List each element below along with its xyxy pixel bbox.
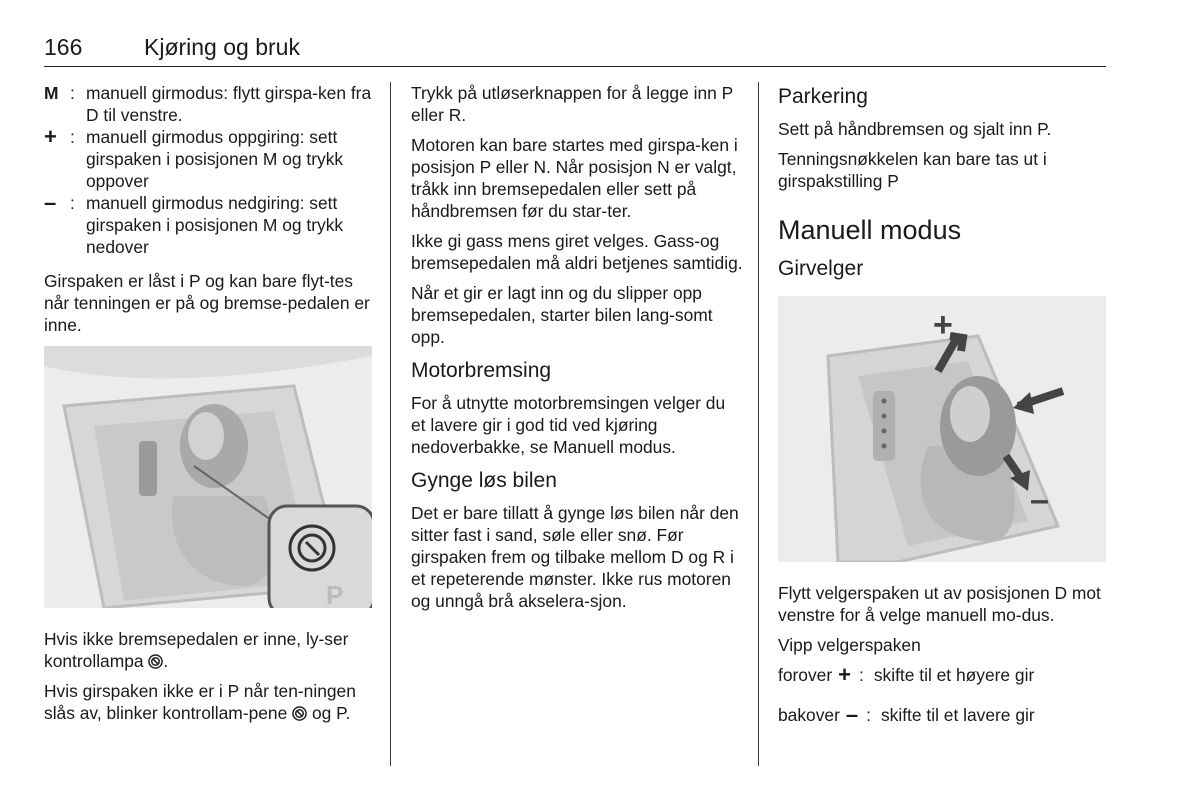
gear-def-key: – — [44, 190, 57, 215]
para-engine-braking: For å utnytte motorbremsingen velger du et lavere gir i god tid ved kjøring nedoverbakke, se Manuell modus. — [411, 393, 726, 457]
gear-down-text: skifte til et lavere gir — [880, 705, 1035, 725]
para-brake-lamp-text: Hvis ikke bremsepedalen er inne, ly-ser kontrollampa — [44, 629, 349, 671]
para-move-lever: Flytt velgerspaken ut av posisjonen D mot venstre for å velge manuell mo-dus. — [778, 583, 1101, 625]
plus-icon: + — [838, 662, 851, 687]
para-blink — [44, 680, 374, 724]
para-brake-lamp-end: . — [163, 651, 169, 671]
gear-def-text: manuell girmodus nedgiring: sett girspaken i posisjonen M og trykk nedover — [86, 193, 344, 257]
para-ignition-key: Tenningsnøkkelen kan bare tas ut i girspakstilling P — [778, 149, 1047, 191]
column-divider-1 — [390, 82, 391, 766]
gear-def-m — [44, 82, 374, 126]
figure-minus-sign: – — [1030, 481, 1049, 519]
heading-manuell-modus: Manuell modus — [778, 215, 962, 245]
gear-definitions — [44, 82, 374, 258]
para-release-button: Trykk på utløserknappen for å legge inn P eller R. — [411, 83, 733, 125]
column-divider-2 — [758, 82, 759, 766]
para-brake-lamp — [44, 628, 374, 672]
gear-down-row — [778, 704, 1110, 726]
brake-warning-icon — [292, 706, 307, 721]
gear-up-row — [778, 664, 1110, 686]
gear-lever-illustration — [44, 346, 372, 608]
gear-up-word: forover — [778, 665, 833, 685]
para-gear-engaged: Når et gir er lagt inn og du slipper opp bremsepedalen, starter bilen lang-somt opp. — [411, 283, 713, 347]
figure-badge-letter: P — [326, 580, 344, 608]
gear-def-minus — [44, 192, 374, 258]
figure-plus-sign: + — [933, 306, 953, 344]
para-handbrake: Sett på håndbremsen og sjalt inn P. — [778, 119, 1052, 139]
brake-warning-icon — [148, 654, 163, 669]
gear-def-key: + — [44, 124, 57, 149]
heading-motorbremsing: Motorbremsing — [411, 359, 552, 382]
gear-down-colon: : — [866, 705, 871, 725]
heading-parkering: Parkering — [778, 85, 868, 108]
para-start-engine: Motoren kan bare startes med girspa-ken i posisjon P eller N. Når posisjon N er valgt, tråkk inn bremsepedalen eller sett på håndbremsen før du star-ter. — [411, 135, 738, 221]
para-blink-end: og P. — [311, 703, 351, 723]
para-tip-lever: Vipp velgerspaken — [778, 635, 921, 655]
heading-girvelger: Girvelger — [778, 257, 864, 280]
page-header — [44, 34, 1106, 67]
gear-up-text: skifte til et høyere gir — [873, 665, 1035, 685]
gear-def-text: manuell girmodus oppgiring: sett girspaken i posisjonen M og trykk oppover — [86, 127, 344, 191]
gear-def-plus — [44, 126, 374, 192]
para-no-gas: Ikke gi gass mens giret velges. Gass-og bremsepedalen må aldri betjenes samtidig. — [411, 231, 743, 273]
page-title: Kjøring og bruk — [144, 34, 300, 60]
column-2 — [411, 82, 743, 620]
heading-gynge: Gynge løs bilen — [411, 469, 557, 492]
gear-up-colon: : — [858, 665, 864, 685]
para-locked: Girspaken er låst i P og kan bare flyt-tes når tenningen er på og bremse-pedalen er inne. — [44, 271, 370, 335]
column-1 — [44, 82, 374, 732]
para-rocking: Det er bare tillatt å gynge løs bilen når den sitter fast i sand, søle eller snø. Før girspaken frem og tilbake mellom D og R i et repeterende mønster. Ikke rus motoren og unngå brå akselera-sjon. — [411, 503, 739, 611]
para-blink-text: Hvis girspaken ikke er i P når ten-ningen slås av, blinker kontrollam-pene — [44, 681, 356, 723]
gear-def-key: M — [44, 83, 59, 103]
gear-def-colon: : — [70, 193, 75, 213]
figure-manual-mode-lever — [778, 296, 1106, 562]
gear-def-colon: : — [70, 127, 75, 147]
gear-def-text: manuell girmodus: flytt girspa-ken fra D til venstre. — [86, 83, 372, 125]
figure-gear-lever-brake-lamp — [44, 346, 372, 608]
page-number: 166 — [44, 34, 83, 60]
gear-down-word: bakover — [778, 705, 840, 725]
minus-icon: – — [845, 702, 859, 727]
column-3 — [778, 82, 1110, 744]
gear-def-colon: : — [70, 83, 75, 103]
manual-lever-illustration — [778, 296, 1106, 562]
